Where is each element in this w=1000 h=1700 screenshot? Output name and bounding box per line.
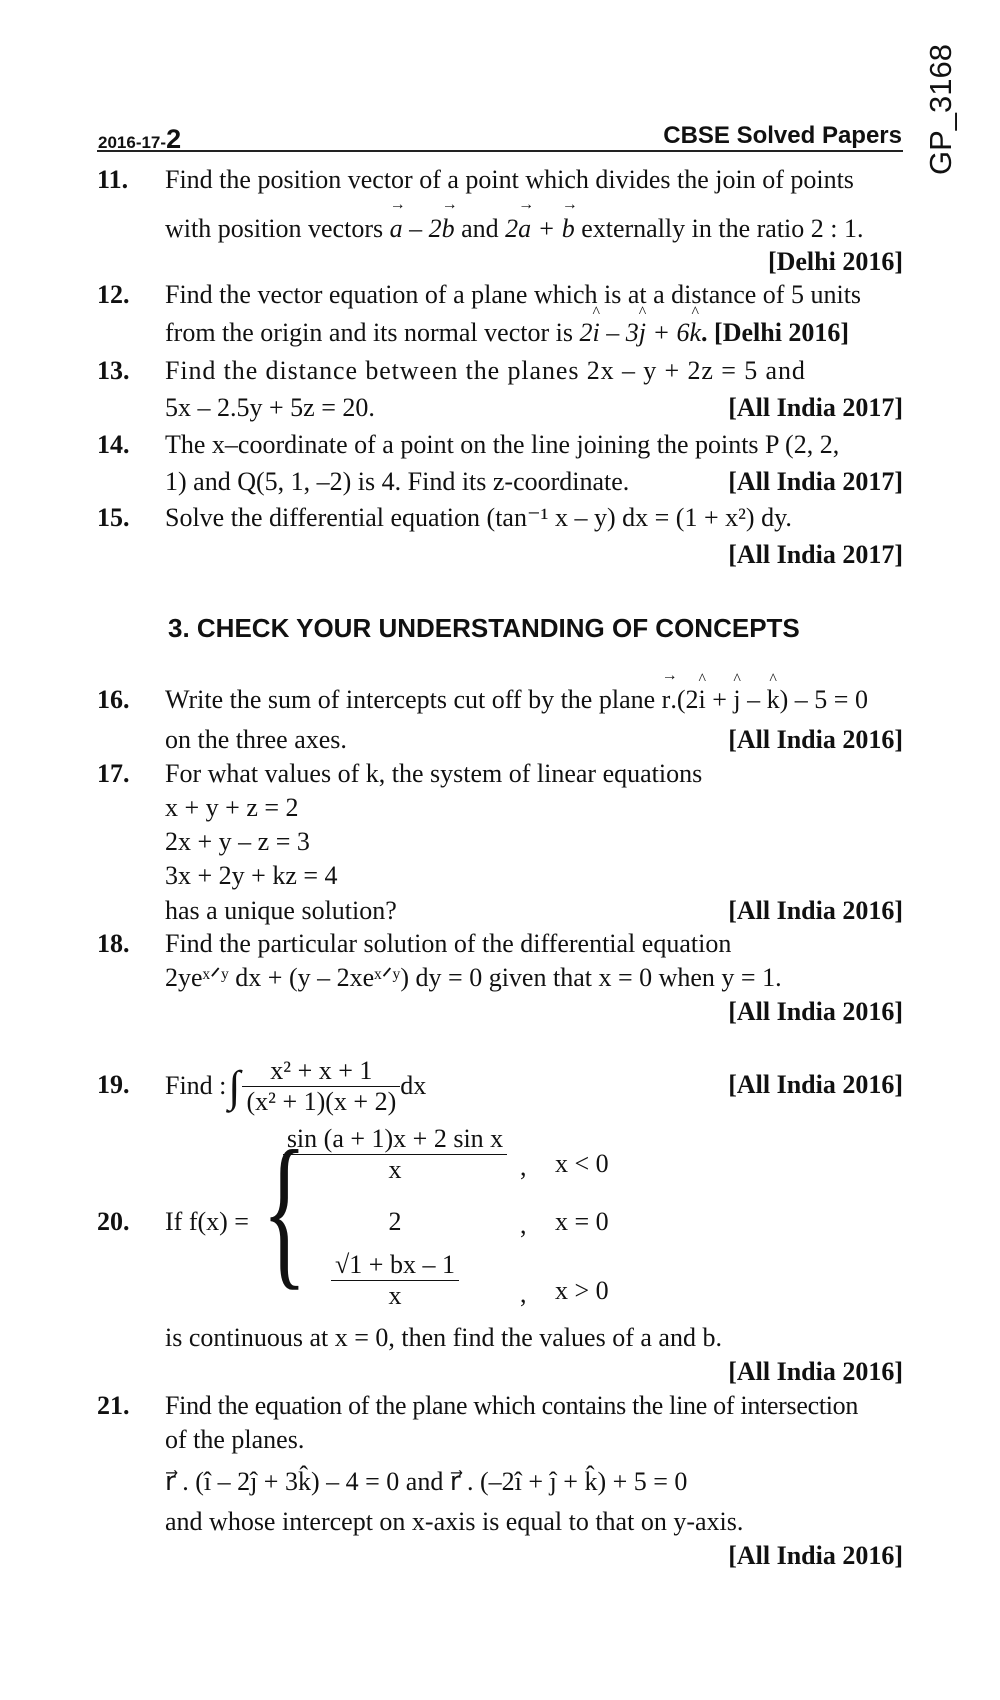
question-text: of the planes. [165,1425,305,1454]
question-number: 19. [97,1070,130,1099]
question-text: 5x – 2.5y + 5z = 20. [165,393,375,422]
question-number: 14. [97,430,130,459]
question-text: is continuous at x = 0, then find the values of a and b. [165,1323,722,1352]
source-tag: [All India 2017] [728,393,903,422]
question-text: Find the distance between the planes 2x – y + 2z = 5 and [165,356,806,385]
question-text: Solve the differential equation (tan⁻¹ x – y) dx = (1 + x²) dy. [165,503,792,532]
question-number: 21. [97,1391,130,1420]
case-2-expression: 2 [388,1207,402,1236]
question-text: The x–coordinate of a point on the line joining the points P (2, 2, [165,430,840,459]
question-number: 12. [97,280,130,309]
equation: r⃗ . (î – 2ĵ + 3k̂) – 4 = 0 and r⃗ . (–2î + ĵ + k̂) + 5 = 0 [165,1467,688,1496]
header-rule [97,150,903,152]
page-number: 2 [166,124,182,154]
question-text: has a unique solution? [165,896,397,925]
fraction: $\frac{\text{x² + x + 1}}{\text{(x² + 1)(x + 2)}}$ [242,1056,400,1117]
question-number: 17. [97,759,130,788]
source-tag: [Delhi 2016] [767,247,903,276]
source-tag: [All India 2016] [728,997,903,1026]
question-text: 1) and Q(5, 1, –2) is 4. Find its z-coordinate. [165,467,630,496]
question-number: 18. [97,929,130,958]
equation: 3x + 2y + kz = 4 [165,861,338,890]
question-number: 16. [97,685,130,714]
question-text: Find the particular solution of the differential equation [165,929,732,958]
source-tag: [All India 2017] [728,540,903,569]
question-text: Find the position vector of a point which divides the join of points [165,165,854,194]
question-number: 20. [97,1207,130,1236]
question-number: 15. [97,503,130,532]
integral-expression: Find : ∫ $\frac{\text{x² + x + 1}}{\text{(x² + 1)(x + 2)}}$ dx [165,1055,427,1116]
question-number: 11. [97,165,129,194]
source-tag: [All India 2017] [728,467,903,496]
question-text: Write the sum of intercepts cut off by the plane → r.(2^ i + ^ j – ^ k) – 5 = 0 [165,685,903,715]
brace: { [262,1116,307,1304]
case-1-expression: $\frac{\text{sin (a + 1)x + 2 sin x}}{x}$ [280,1124,510,1185]
source-tag: [All India 2016] [728,725,903,754]
running-header-right: CBSE Solved Papers [663,122,902,149]
question-text: from the origin and its normal vector is 2^ i – 3^ j + 6^ k. [Delhi 2016] [165,318,903,348]
case-3-condition: x > 0 [555,1276,609,1305]
integral-sign: ∫ [228,1061,241,1111]
source-tag: [All India 2016] [728,1357,903,1386]
section-heading: 3. CHECK YOUR UNDERSTANDING OF CONCEPTS [168,613,800,643]
source-tag: [All India 2016] [728,896,903,925]
question-text: Find the vector equation of a plane which is at a distance of 5 units [165,280,862,309]
case-1-condition: x < 0 [555,1149,609,1178]
question-text: For what values of k, the system of linear equations [165,759,703,788]
question-text: and whose intercept on x-axis is equal to that on y-axis. [165,1507,744,1536]
question-text: Find the equation of the plane which contains the line of intersection [165,1391,859,1420]
comma: , [520,1152,527,1181]
case-3-expression: $\frac{√1 + bx - 1}{x}$ [280,1250,510,1311]
question-text: with position vectors → a – 2→ b and 2→ a + → b externally in the ratio 2 : 1. [165,214,903,244]
case-2-condition: x = 0 [555,1207,609,1236]
equation: 2x + y – z = 3 [165,827,310,856]
source-tag: [All India 2016] [728,1541,903,1570]
function-lhs: If f(x) = [165,1207,249,1236]
question-text: on the three axes. [165,725,347,754]
page-ref-prefix: 2016-17- [98,133,167,152]
source-tag: [All India 2016] [728,1070,903,1099]
question-text: 2yeˣᐟʸ dx + (y – 2xeˣᐟʸ) dy = 0 given that x = 0 when y = 1. [165,963,782,992]
comma: , [520,1279,527,1308]
equation: x + y + z = 2 [165,793,299,822]
side-code: GP_3168 [923,44,958,176]
comma: , [520,1210,527,1239]
question-number: 13. [97,356,130,385]
